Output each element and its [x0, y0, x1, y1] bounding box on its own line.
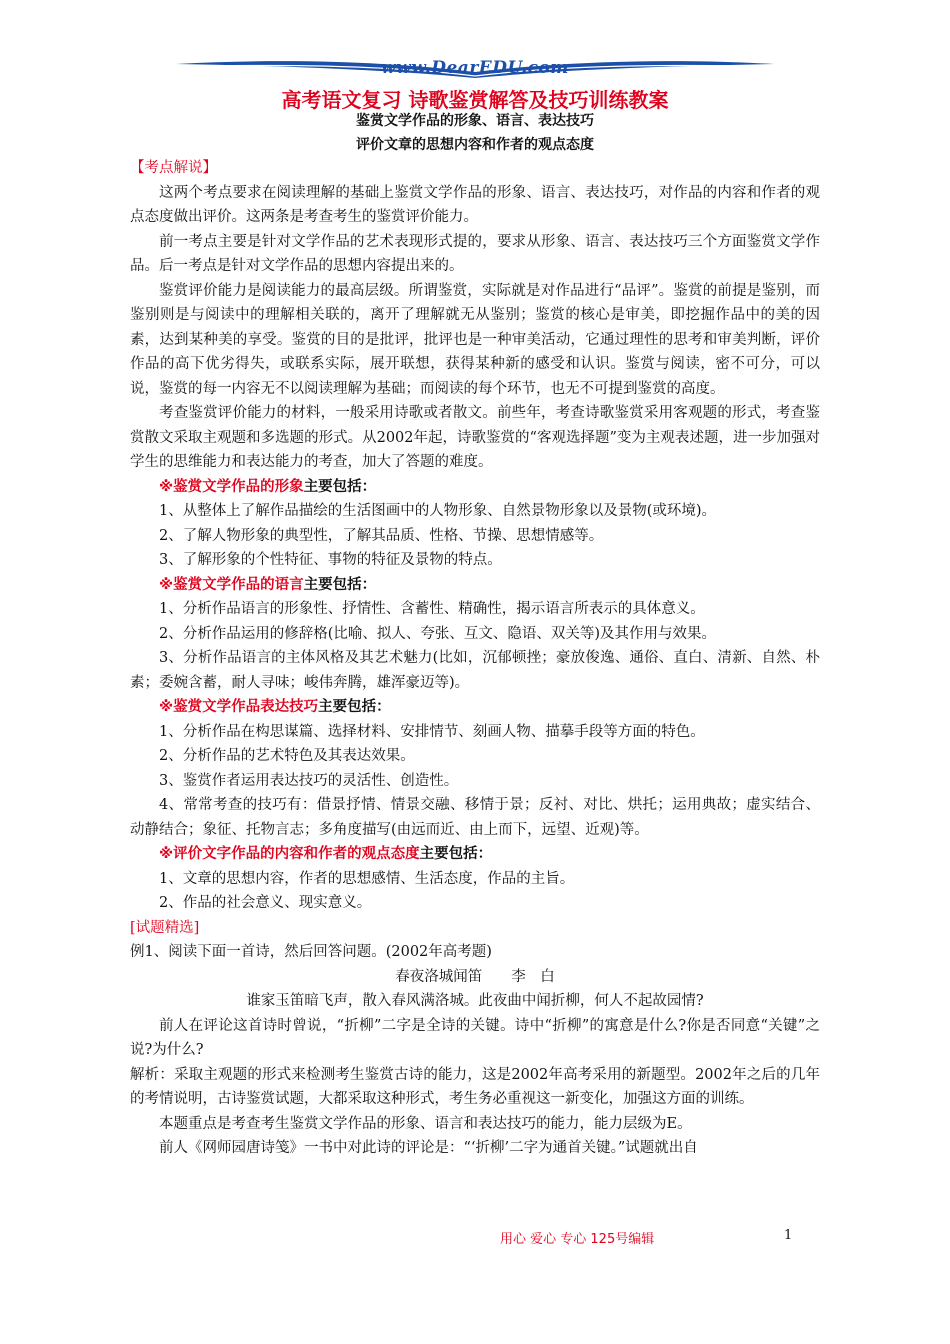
- list-item: 1、分析作品在构思谋篇、选择材料、安排情节、刻画人物、描摹手段等方面的特色。: [159, 723, 705, 740]
- site-url: www.DearEDU.com: [381, 58, 569, 78]
- list-item: 3、了解形象的个性特征、事物的特征及景物的特点。: [159, 552, 502, 568]
- question-text: 前人在评论这首诗时曾说，“折柳”二字是全诗的关键。诗中“折柳”的寓意是什么?你是否同意“关键”之说?为什么?: [130, 1017, 820, 1058]
- page-title: 高考语文复习 诗歌鉴赏解答及技巧训练教案: [281, 88, 669, 112]
- list-item: 4、常常考查的技巧有：借景抒情、情景交融、移情于景；反衬、对比、烘托；运用典故；虚实结合、动静结合；象征、托物言志；多角度描写(由远而近、由上而下，远望、近观)等。: [130, 797, 820, 838]
- footer-note: 用心 爱心 专心 125号编辑: [500, 1232, 655, 1247]
- list-item: 3、鉴赏作者运用表达技巧的灵活性、创造性。: [159, 772, 459, 789]
- page-number: 1: [784, 1228, 793, 1243]
- list-item: 2、分析作品运用的修辞格(比喻、拟人、夸张、互文、隐语、双关等)及其作用与效果。: [159, 625, 717, 642]
- list-item: 1、文章的思想内容，作者的思想感情、生活态度，作品的主旨。: [159, 870, 575, 887]
- poem-text: 谁家玉笛暗飞声，散入春风满洛城。此夜曲中闻折柳，何人不起故园情?: [246, 993, 704, 1009]
- paragraph: 前一考点主要是针对文学作品的艺术表现形式提的，要求从形象、语言、表达技巧三个方面鉴赏文学作品。后一考点是针对文学作品的思想内容提出来的。: [130, 233, 820, 274]
- paragraph: 前人《网师园唐诗笺》一书中对此诗的评论是：“‘折柳’二字为通首关键。”试题就出自: [159, 1140, 698, 1156]
- paragraph: 本题重点是考查考生鉴赏文学作品的形象、语言和表达技巧的能力，能力层级为E。: [159, 1115, 692, 1132]
- analysis-text: 解析：采取主观题的形式来检测考生鉴赏古诗的能力，这是2002年高考采用的新题型。2002年之后的几年的考情说明，古诗鉴赏试题，大都采取这种形式，考生务必重视这一新变化，加强这方面的训练。: [130, 1066, 820, 1107]
- subheading-image: ※鉴赏文学作品的形象主要包括：: [159, 478, 377, 495]
- paragraph: 这两个考点要求在阅读理解的基础上鉴赏文学作品的形象、语言、表达技巧，对作品的内容和作者的观点态度做出评价。这两条是考查考生的鉴赏评价能力。: [130, 184, 820, 225]
- section-label-kaodian: 【考点解说】: [130, 160, 217, 176]
- list-item: 2、作品的社会意义、现实意义。: [159, 895, 372, 911]
- list-item: 2、了解人物形象的典型性，了解其品质、性格、节操、思想情感等。: [159, 527, 604, 544]
- paragraph: 鉴赏评价能力是阅读能力的最高层级。所谓鉴赏，实际就是对作品进行“品评”。鉴赏的前提是鉴别，而鉴别则是与阅读中的理解相关联的，离开了理解就无从鉴别；鉴赏的核心是审美，即挖掘作品中的美的因素，达到某种美的享受。鉴赏的目的是批评，批评也是一种审美活动，它通过理性的思考和审美判断，评价作品的高下优劣得失，或联系实际，展开联想，获得某种新的感受和认识。鉴赏与阅读，密不可分，可以说，鉴赏的每一内容无不以阅读理解为基础；而阅读的每个环节，也无不可提到鉴赏的高度。: [130, 282, 820, 397]
- section-label-shiti: [试题精选]: [130, 919, 200, 936]
- example-prompt: 例1、阅读下面一首诗，然后回答问题。(2002年高考题): [130, 944, 492, 960]
- paragraph: 考查鉴赏评价能力的材料，一般采用诗歌或者散文。前些年，考查诗歌鉴赏采用客观题的形式，考查鉴赏散文采取主观题和多选题的形式。从2002年起，诗歌鉴赏的“客观选择题”变为主观表述题，进一步加强对学生的思维能力和表达能力的考查，加大了答题的难度。: [130, 405, 820, 470]
- subtitle-2: 评价文章的思想内容和作者的观点态度: [356, 137, 594, 153]
- list-item: 1、分析作品语言的形象性、抒情性、含蓄性、精确性，揭示语言所表示的具体意义。: [159, 601, 705, 617]
- poem-title: 春夜洛城闻笛 李 白: [395, 968, 555, 985]
- subheading-language: ※鉴赏文学作品的语言主要包括：: [159, 576, 377, 593]
- subheading-evaluation: ※评价文字作品的内容和作者的观点态度主要包括：: [159, 846, 493, 862]
- header-banner: [170, 52, 780, 86]
- subheading-techniques: ※鉴赏文学作品表达技巧主要包括：: [159, 699, 391, 715]
- subtitle-1: 鉴赏文学作品的形象、语言、表达技巧: [356, 113, 594, 129]
- document-body: [130, 156, 820, 1161]
- list-item: 3、分析作品语言的主体风格及其艺术魅力(比如，沉郁顿挫；豪放俊逸、通俗、直白、清新、自然、朴素；委婉含蓄，耐人寻味；峻伟奔腾，雄浑豪迈等)。: [130, 650, 820, 691]
- list-item: 1、从整体上了解作品描绘的生活图画中的人物形象、自然景物形象以及景物(或环境)。: [159, 503, 717, 519]
- list-item: 2、分析作品的艺术特色及其表达效果。: [159, 748, 415, 764]
